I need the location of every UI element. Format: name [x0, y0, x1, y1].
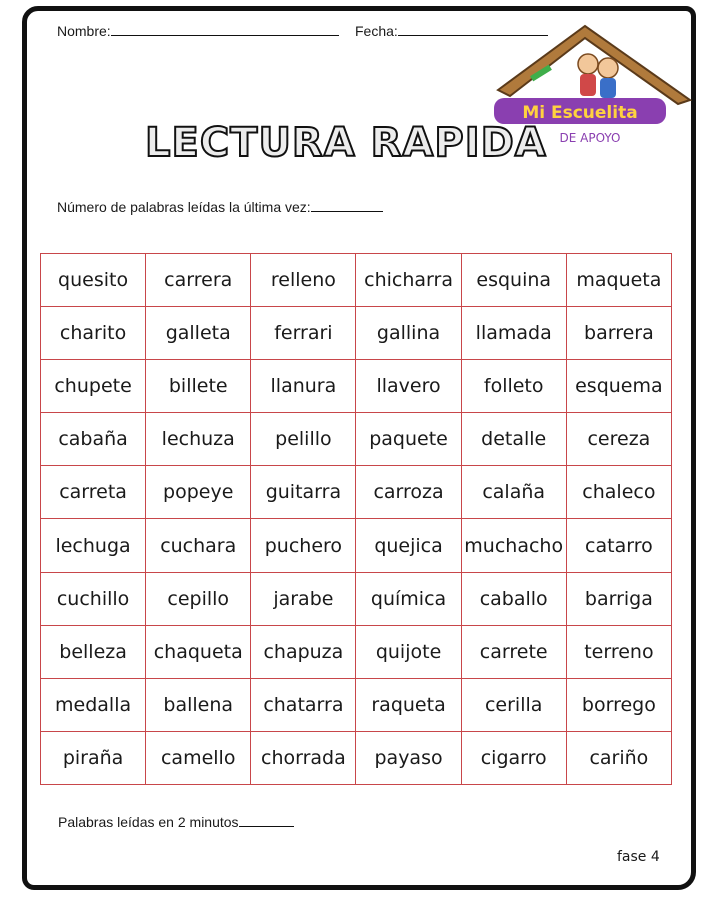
word-cell: puchero [251, 519, 356, 572]
table-row [41, 466, 672, 519]
footer-prompt: Palabras leídas en 2 minutos [58, 814, 239, 830]
word-cell: belleza [41, 625, 146, 678]
table-row [41, 307, 672, 360]
word-cell: llamada [461, 307, 566, 360]
word-cell: chaleco [566, 466, 671, 519]
word-cell: caballo [461, 572, 566, 625]
word-cell: chatarra [251, 678, 356, 731]
table-row [41, 519, 672, 572]
word-cell: charito [41, 307, 146, 360]
word-cell: maqueta [566, 254, 671, 307]
word-cell: cabaña [41, 413, 146, 466]
word-cell: pelillo [251, 413, 356, 466]
word-cell: folleto [461, 360, 566, 413]
word-cell: payaso [356, 731, 461, 784]
word-cell: popeye [146, 466, 251, 519]
word-cell: carreta [41, 466, 146, 519]
table-row [41, 360, 672, 413]
word-cell: cigarro [461, 731, 566, 784]
word-cell: paquete [356, 413, 461, 466]
word-cell: relleno [251, 254, 356, 307]
word-cell: gallina [356, 307, 461, 360]
word-cell: raqueta [356, 678, 461, 731]
word-cell: chupete [41, 360, 146, 413]
word-cell: detalle [461, 413, 566, 466]
word-cell: lechuza [146, 413, 251, 466]
word-cell: piraña [41, 731, 146, 784]
name-label: Nombre: [57, 23, 111, 39]
name-blank-line[interactable] [111, 21, 339, 36]
word-cell: galleta [146, 307, 251, 360]
word-cell: jarabe [251, 572, 356, 625]
phase-label: fase 4 [617, 849, 660, 865]
count-blank-line[interactable] [311, 197, 383, 212]
word-cell: ballena [146, 678, 251, 731]
word-cell: chicharra [356, 254, 461, 307]
word-cell: borrego [566, 678, 671, 731]
table-row [41, 731, 672, 784]
word-cell: chapuza [251, 625, 356, 678]
word-cell: muchacho [461, 519, 566, 572]
word-cell: barriga [566, 572, 671, 625]
word-cell: chaqueta [146, 625, 251, 678]
word-cell: cariño [566, 731, 671, 784]
word-cell: esquema [566, 360, 671, 413]
word-cell: carroza [356, 466, 461, 519]
word-cell: guitarra [251, 466, 356, 519]
word-cell: esquina [461, 254, 566, 307]
word-cell: carrera [146, 254, 251, 307]
word-cell: quijote [356, 625, 461, 678]
table-row [41, 413, 672, 466]
footer-blank-line[interactable] [239, 812, 294, 827]
word-cell: cepillo [146, 572, 251, 625]
count-prompt: Número de palabras leídas la última vez: [57, 199, 311, 215]
word-cell: billete [146, 360, 251, 413]
word-cell: carrete [461, 625, 566, 678]
table-row [41, 678, 672, 731]
word-cell: medalla [41, 678, 146, 731]
word-cell: chorrada [251, 731, 356, 784]
word-cell: llavero [356, 360, 461, 413]
word-cell: cerilla [461, 678, 566, 731]
word-cell: terreno [566, 625, 671, 678]
word-cell: camello [146, 731, 251, 784]
table-row [41, 625, 672, 678]
page-title: LECTURA RAPIDA [145, 120, 547, 166]
word-cell: quesito [41, 254, 146, 307]
word-cell: calaña [461, 466, 566, 519]
table-row [41, 254, 672, 307]
word-cell: quejica [356, 519, 461, 572]
word-cell: catarro [566, 519, 671, 572]
footer-prompt-field [58, 812, 294, 830]
word-cell: cuchara [146, 519, 251, 572]
name-field [57, 21, 339, 39]
word-cell: barrera [566, 307, 671, 360]
word-cell: cuchillo [41, 572, 146, 625]
count-prompt-field [57, 197, 383, 215]
word-cell: cereza [566, 413, 671, 466]
word-cell: química [356, 572, 461, 625]
word-cell: ferrari [251, 307, 356, 360]
word-cell: llanura [251, 360, 356, 413]
word-grid [40, 253, 672, 785]
logo-name: Mi Escuelita [522, 103, 638, 123]
table-row [41, 572, 672, 625]
word-cell: lechuga [41, 519, 146, 572]
date-label: Fecha: [355, 23, 398, 39]
logo-tagline: DE APOYO [559, 131, 621, 145]
